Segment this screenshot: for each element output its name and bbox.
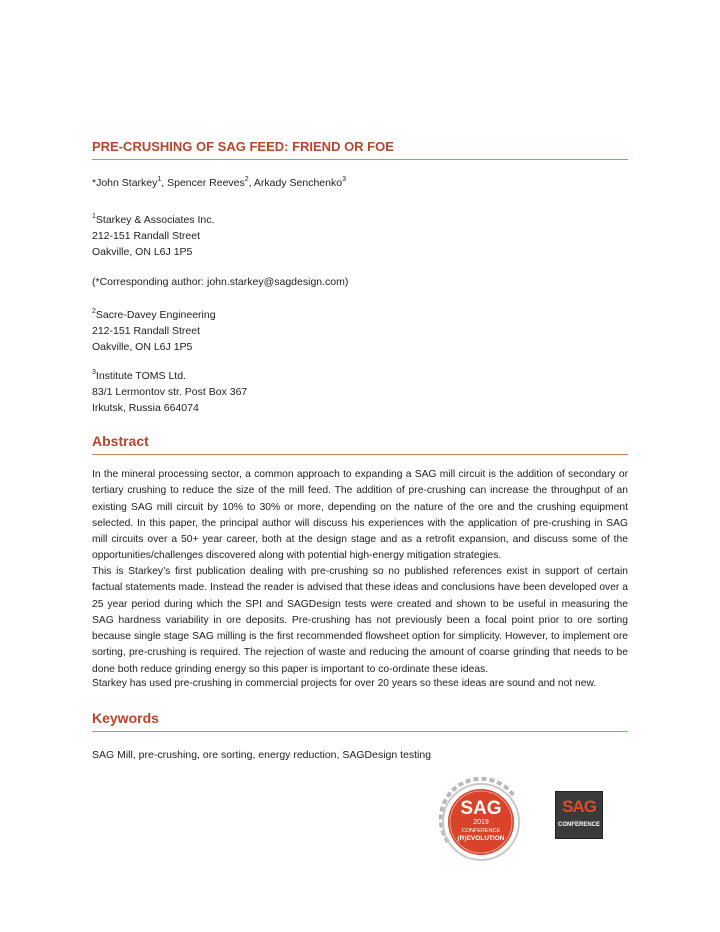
affiliation-1-line-1: Starkey & Associates Inc. [95,214,215,226]
affiliation-2-name [92,307,216,323]
author-2-sup: 2 [244,175,249,183]
sag-2019-logo [428,772,534,868]
abstract-paragraph-2: This is Starkey’s first publication dealing with pre-crushing so no published references exist in support of certain factual statements made. Instead the reader is advised that these ideas and conclusions have been developed over a 25 year period during which the SPI and SAGDesign tests were created and shown to be useful in measuring the SAG hardness variability in ore deposits. Pre-crushing has not previously been a focal point prior to ore sorting because single stage SAG milling is the first recommended flowsheet option for simplicity. However, to implement ore sorting, pre-crushing is required. The rejection of waste and reducing the amount of coarse grinding that needs to be done both reduce grinding energy so this paper is important to co-ordinate these ideas. [92,566,628,675]
affiliation-2-line-3: Oakville, ON L6J 1P5 [92,341,193,353]
affiliation-2-line-2: 212-151 Randall Street [92,325,200,337]
author-3-sup: 3 [342,175,346,183]
affiliation-3-sup: 3 [92,368,96,376]
affiliation-1-sup: 1 [92,212,96,220]
affiliation-3-line-1: Institute TOMS Ltd. [95,370,186,382]
affiliation-3-name [92,368,186,384]
author-3: , Arkady Senchenko [248,177,343,189]
author-line [92,175,346,191]
author-2: , Spencer Reeves [161,177,245,189]
affiliation-1-line-2: 212-151 Randall Street [92,230,200,242]
sag-conference-logo [555,791,603,839]
affiliation-1-line-3: Oakville, ON L6J 1P5 [92,246,193,258]
abstract-paragraph-1: In the mineral processing sector, a common approach to expanding a SAG mill circuit is the addition of secondary or tertiary crushing to reduce the size of the mill feed. The addition of pre-crushing can increase the throughput of an existing SAG mill circuit by 10% to 30% or more, depending on the nature of the ore and the crushing equipment selected. In this paper, the principal author will discuss his experiences with the application of pre-crushing in SAG mill circuits over a 50+ year career, both at the design stage and as a retrofit expansion, and discuss some of the opportunities/challenges discovered along with potential high-energy mitigation strategies. [92,469,628,562]
paper-title: PRE-CRUSHING OF SAG FEED: FRIEND OR FOE [92,139,628,160]
affiliation-3-line-2: 83/1 Lermontov str. Post Box 367 [92,386,248,398]
affiliation-3-line-3: Irkutsk, Russia 664074 [92,402,199,414]
corresponding-author: (*Corresponding author: john.starkey@sagdesign.com) [92,276,349,288]
author-1: *John Starkey [92,177,158,189]
keywords-text: SAG Mill, pre-crushing, ore sorting, energy reduction, SAGDesign testing [92,749,432,761]
affiliation-2-line-1: Sacre-Davey Engineering [95,309,216,321]
logo-ring-main: SAG [460,798,502,819]
logo-box-main: SAG [562,797,596,816]
abstract-paragraph-3: Starkey has used pre-crushing in commercial projects for over 20 years so these ideas are sound and not new. [92,678,597,689]
logo-ring-sub: CONFERENCE [461,828,501,834]
abstract-heading: Abstract [92,433,628,455]
keywords-heading: Keywords [92,710,628,732]
logo-box-sub: CONFERENCE [557,822,600,828]
logo-ring-rev: (R)EVOLUTION [457,835,505,842]
affiliation-2-sup: 2 [92,307,96,315]
logo-ring-year: 2019 [473,819,489,826]
affiliation-1-name [92,212,214,228]
author-1-sup: 1 [157,175,162,183]
